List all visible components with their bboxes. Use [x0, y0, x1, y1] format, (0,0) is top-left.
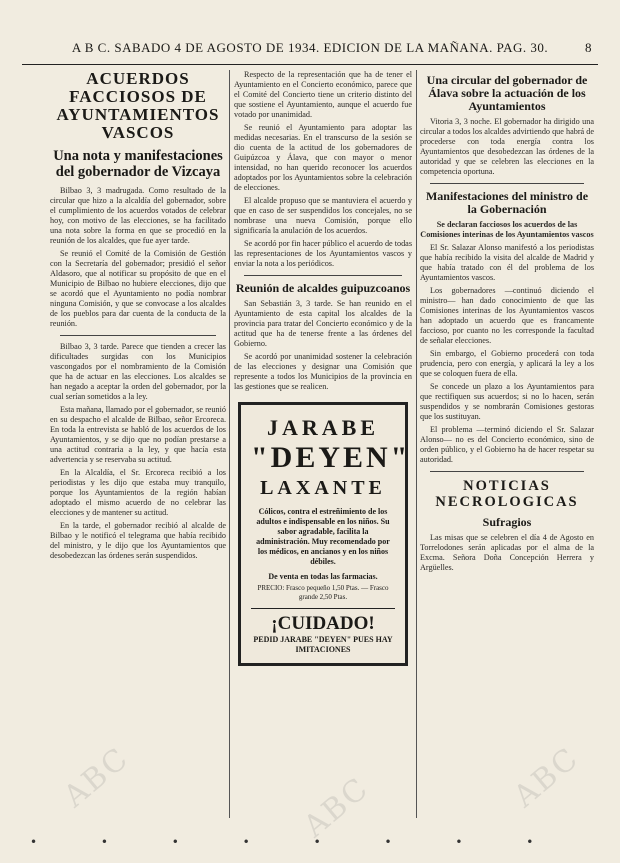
column-1 [50, 70, 226, 823]
column-divider-2 [416, 70, 417, 818]
paragraph: Bilbao 3, 3 madrugada. Como resultado de la circular que hizo a la alcaldía del gobernador, sobre el cumplimiento de los acuerdos votados de celebrar hoy, con motivo de las elecciones, se ha facilitado una nota sobre la forma en que se procedió en la reunión de los alcaldes, que fue ayer tarde. [50, 186, 226, 245]
article-subtitle-ministro: Se declaran facciosos los acuerdos de las Comisiones interinas de los Ayuntamientos vascos [420, 220, 594, 239]
paragraph: Sin embargo, el Gobierno procederá con toda prudencia, pero con energía, y aplicará la ley a los que se coloquen fuera de ella. [420, 349, 594, 378]
paragraph: En la tarde, el gobernador recibió al alcalde de Bilbao y le notificó el telegrama que había recibido del ministro, y le dijo que los Ayuntamientos que desobedezcan las órdenes serán suspendidos. [50, 521, 226, 560]
ad-sale: De venta en todas las farmacias. [268, 572, 378, 581]
advertisement-jarabe-deyen [238, 402, 411, 666]
paragraph: En la Alcaldía, el Sr. Ercoreca recibió a los periodistas y les dijo que estaba muy tranquilo, porque los Ayuntamientos de la región habían adoptado el mismo acuerdo de no celebrar las elecciones y de mantener su actitud. [50, 468, 226, 517]
section-title-necrologicas: NOTICIAS NECROLOGICAS [435, 478, 579, 510]
ad-brand-top: JARABE [266, 415, 379, 440]
paragraph: Respecto de la representación que ha de tener el Ayuntamiento en el Concierto económico, parece que el Comité del Concierto tiene un criterio distinto del que sostiene el Ayuntamiento, aunque el acuerdo fue votado por unanimidad. [234, 70, 412, 119]
ad-price: PRECIO: Frasco pequeño 1,50 Ptas. — Frasco grande 2,50 Ptas. [257, 584, 389, 601]
page-mark: 8 [585, 40, 592, 55]
ad-body: Cólicos, contra el estreñimiento de los adultos e indispensable en los niños. Su sabor agradable, facilita la administración. Muy recomendado por los médicos, en ancianos y en los niños débiles. [256, 507, 390, 566]
article-subtitle-vizcaya: Una nota y manifestaciones del gobernador de Vizcaya [53, 148, 223, 180]
paragraph: El Sr. Salazar Alonso manifestó a los periodistas que había recibido la visita del alcalde de Madrid y que había tratado con él del problema de los Ayuntamientos vascos. [420, 243, 594, 282]
header-line: A B C. SABADO 4 DE AGOSTO DE 1934. EDICION DE LA MAÑANA. PAG. 30. [71, 40, 549, 55]
ad-warning-sub: PEDID JARABE "DEYEN" PUES HAY IMITACIONES [253, 635, 393, 654]
paragraph: Se acordó por fin hacer público el acuerdo de todas las representaciones de los Ayuntamientos vascos y enviar la nota a los periódicos. [234, 239, 412, 268]
paragraph: Los gobernadores —continuó diciendo el ministro— han dado conocimiento de que las Comisiones interinas de los Ayuntamientos vascos han adoptado un acuerdo que es francamente faccioso, por cuanto no les corresponde la facultad de señalar elecciones. [420, 286, 594, 345]
article-title-ministro: Manifestaciones del ministro de la Gobernación [425, 189, 589, 216]
page-footer: • • • • • • • • [30, 835, 564, 849]
divider [430, 471, 584, 472]
divider [430, 183, 584, 184]
column-divider-1 [229, 70, 230, 818]
column-2 [234, 70, 412, 823]
article-title-acuerdos: ACUERDOS FACCIOSOS DE AYUNTAMIENTOS VASCOS [56, 70, 220, 142]
section-title-alcaldes: Reunión de alcaldes guipuzcoanos [235, 281, 411, 295]
paragraph: Se acordó por unanimidad sostener la celebración de las elecciones y designar una Comisión que represente a todos los Municipios de la provincia en las gestiones que se realicen. [234, 352, 412, 391]
paragraph: El alcalde propuso que se mantuviera el acuerdo y que en caso de ser suspendidos los concejales, no se nombrase una nueva Comisión, porque ello significaría la anulación de los acuerdos. [234, 196, 412, 235]
paragraph: El problema —terminó diciendo el Sr. Salazar Alonso— no es del Concierto económico, sino de orden público, y el Gobierno ha de hacer respetar su autoridad. [420, 425, 594, 464]
watermark: ABC [57, 740, 136, 815]
watermark: ABC [297, 770, 376, 845]
paragraph: Las misas que se celebren el día 4 de Agosto en Torrelodones serán aplicadas por el alma de la Excma. Señora Doña Concepción Herrera y Argüelles. [420, 533, 594, 572]
article-title-alava: Una circular del gobernador de Álava sobre la actuación de los Ayuntamientos [426, 73, 588, 113]
paragraph: Se reunió el Ayuntamiento para adoptar las medidas necesarias. En el transcurso de la sesión se dio cuenta de la actitud de los gobernadores de Guipúzcoa y Álava, que con mayor o menor intensidad, no han querido reconocer los acuerdos adoptados por los Ayuntamientos sobre la celebración de elecciones. [234, 123, 412, 192]
watermark: ABC [507, 740, 586, 815]
paragraph: Bilbao 3, 3 tarde. Parece que tienden a crecer las dificultades surgidas con los Municipios vascongados por el nombramiento de la Comisión que ha de actuar en las elecciones. Los alcaldes se han negado a aceptar la orden del gobernador, por la cual serían sometidos a la ley. [50, 342, 226, 401]
ad-brand-bottom: LAXANTE [260, 477, 386, 499]
page-header [18, 40, 602, 62]
paragraph: Se reunió el Comité de la Comisión de Gestión con la Secretaría del gobernador; presidió el señor Aldasoro, que al notificar su propósito de que en el Municipio de Bilbao no hubiere elecciones, dijo que se acordó que el Ayuntamiento no podía nombrar ninguna Comisión, y que se convocase a los alcaldes de los pueblos para dar cuenta de la conducta de la reunión. [50, 249, 226, 328]
paragraph: Se concede un plazo a los Ayuntamientos para que rectifiquen sus acuerdos; si no lo hacen, serán suspendidos y se nombrarán Comisiones gestoras que los sustituyan. [420, 382, 594, 421]
header-rule [22, 64, 598, 65]
divider [60, 335, 216, 336]
section-subtitle-sufragios: Sufragios [482, 515, 532, 529]
ad-warning: ¡CUIDADO! [251, 608, 395, 635]
column-3 [420, 70, 594, 823]
paragraph: Vitoria 3, 3 noche. El gobernador ha dirigido una circular a todos los alcaldes advirtiendo que habrá de procederse con toda energía contra los Ayuntamientos que desobedezcan las órdenes de la autoridad y que se celebren las elecciones en la competencia oportuna. [420, 117, 594, 176]
ad-brand-name: "DEYEN" [251, 441, 411, 474]
paragraph: San Sebastián 3, 3 tarde. Se han reunido en el Ayuntamiento de esta capital los alcaldes de la provincia para tratar del Concierto económico y de la actitud que ha de tenerse frente a las órdenes del Gobierno. [234, 299, 412, 348]
divider [244, 275, 402, 276]
paragraph: Esta mañana, llamado por el gobernador, se reunió en su despacho el alcalde de Bilbao, señor Ercoreca. En toda la entrevista se habló de los acuerdos de los Ayuntamientos, y se dijo que no podían prestarse a una actitud contraria a la ley, y que hacía esta advertencia y se reservaba su actitud. [50, 405, 226, 464]
